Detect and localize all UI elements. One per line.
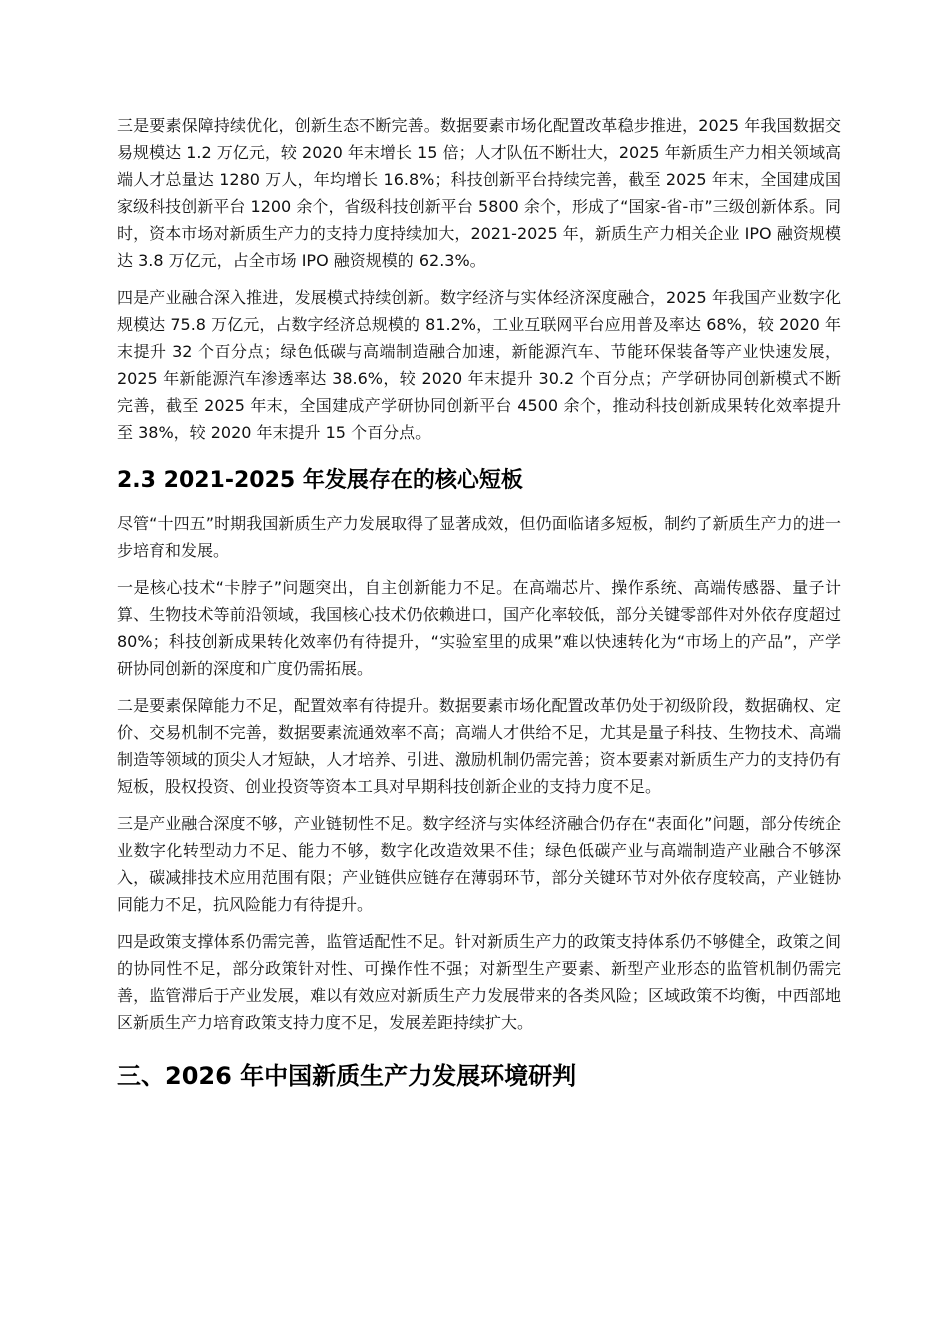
paragraph-policy-support: 四是政策支撑体系仍需完善，监管适配性不足。针对新质生产力的政策支持体系仍不够健全，政策之间的协同性不足，部分政策针对性、可操作性不强；对新型生产要素、新型产业形态的监管机制仍需完善，监管滞后于产业发展，难以有效应对新质生产力发展带来的各类风险；区域政策不均衡，中西部地区新质生产力培育政策支持力度不足，发展差距持续扩大。 bbox=[117, 932, 841, 1032]
paragraph-industry-integration: 四是产业融合深入推进，发展模式持续创新。数字经济与实体经济深度融合，2025 年我国产业数字化规模达 75.8 万亿元，占数字经济总规模的 81.2%，工业互联网平台应用普及率达 68%，较 2020 年末提升 32 个百分点；绿色低碳与高端制造融合加速，新能源汽车、节能环保装备等产业快速发展，2025 年新能源汽车渗透率达 38.6%，较 2020 年末提升 30.2 个百分点；产学研协同创新模式不断完善，截至 2025 年末，全国建成产学研协同创新平台 4500 余个，推动科技创新成果转化效率提升至 38%，较 2020 年末提升 15 个百分点。 bbox=[117, 288, 841, 442]
paragraph-integration-depth: 三是产业融合深度不够，产业链韧性不足。数字经济与实体经济融合仍存在“表面化”问题，部分传统企业数字化转型动力不足、能力不够，数字化改造效果不佳；绿色低碳产业与高端制造产业融合不够深入，碳减排技术应用范围有限；产业链供应链存在薄弱环节，部分关键环节对外依存度较高，产业链协同能力不足，抗风险能力有待提升。 bbox=[117, 814, 841, 914]
document-page bbox=[117, 112, 841, 1094]
paragraph-factor-capacity: 二是要素保障能力不足，配置效率有待提升。数据要素市场化配置改革仍处于初级阶段，数据确权、定价、交易机制不完善，数据要素流通效率不高；高端人才供给不足，尤其是量子科技、生物技术、高端制造等领域的顶尖人才短缺，人才培养、引进、激励机制仍需完善；资本要素对新质生产力的支持仍有短板，股权投资、创业投资等资本工具对早期科技创新企业的支持力度不足。 bbox=[117, 696, 841, 796]
section-heading-3: 三、2026 年中国新质生产力发展环境研判 bbox=[117, 1062, 577, 1090]
paragraph-intro-shortcomings: 尽管“十四五”时期我国新质生产力发展取得了显著成效，但仍面临诸多短板，制约了新质生产力的进一步培育和发展。 bbox=[117, 514, 841, 560]
paragraph-factor-guarantee: 三是要素保障持续优化，创新生态不断完善。数据要素市场化配置改革稳步推进，2025 年我国数据交易规模达 1.2 万亿元，较 2020 年末增长 15 倍；人才队伍不断壮大，2025 年新质生产力相关领域高端人才总量达 1280 万人，年均增长 16.8%；科技创新平台持续完善，截至 2025 年末，全国建成国家级科技创新平台 1200 余个，省级科技创新平台 5800 余个，形成了“国家-省-市”三级创新体系。同时，资本市场对新质生产力的支持力度持续加大，2021-2025 年，新质生产力相关企业 IPO 融资规模达 3.8 万亿元，占全市场 IPO 融资规模的 62.3%。 bbox=[117, 116, 841, 270]
section-heading-2-3: 2.3 2021-2025 年发展存在的核心短板 bbox=[117, 468, 523, 493]
paragraph-core-technology: 一是核心技术“卡脖子”问题突出，自主创新能力不足。在高端芯片、操作系统、高端传感器、量子计算、生物技术等前沿领域，我国核心技术仍依赖进口，国产化率较低，部分关键零部件对外依存度超过 80%；科技创新成果转化效率仍有待提升，“实验室里的成果”难以快速转化为“市场上的产品”，产学研协同创新的深度和广度仍需拓展。 bbox=[117, 578, 841, 678]
